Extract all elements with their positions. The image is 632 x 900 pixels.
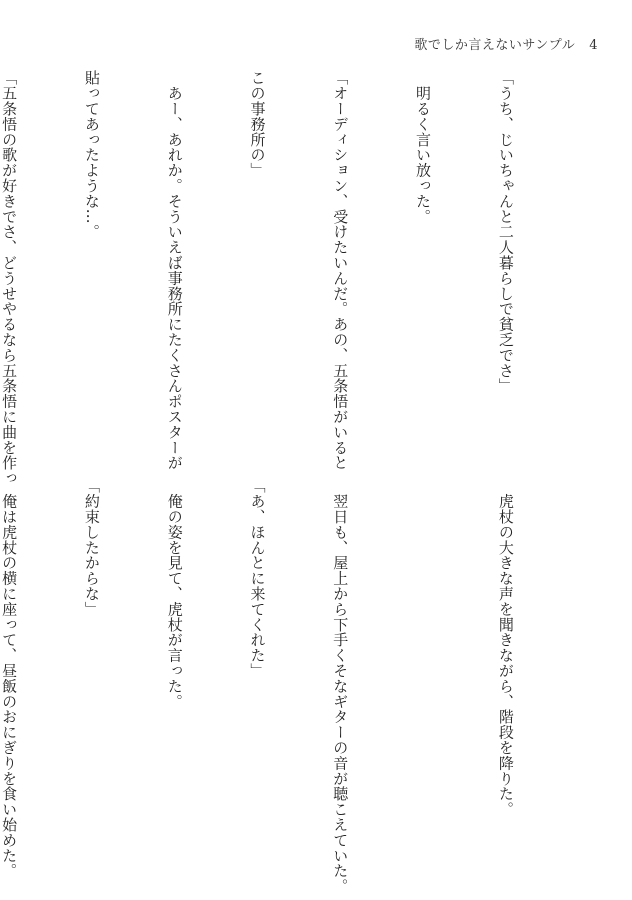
text-line: 「オーディション、受けたいんだ。あの、五条悟がいると <box>331 70 350 471</box>
text-line: 「あ、ほんとに来てくれた」 <box>248 478 267 679</box>
blank-line <box>408 478 436 856</box>
text-line: 貼ってあったような…。 <box>82 70 101 240</box>
text-line: あー、あれか。そういえば事務所にたくさんポスターが <box>165 70 184 471</box>
text-line: 「約束したからな」 <box>82 478 101 617</box>
text-line: 「五条悟の歌が好きでさ、どうせやるなら五条悟に曲を作っ <box>0 70 19 486</box>
page-number: 4 <box>589 38 598 53</box>
chapter-title: 歌でしか言えないサンプル <box>414 38 576 53</box>
text-line: 虎杖の大きな声を聞きながら、階段を降りた。 <box>496 478 515 817</box>
text-line: 明るく言い放った。 <box>414 70 433 224</box>
text-line: 翌日も、屋上から下手くそなギターの音が聴こえていた。 <box>331 478 350 894</box>
text-block-bottom <box>0 478 574 894</box>
text-line: 俺は虎杖の横に座って、昼飯のおにぎりを食い始めた。 <box>0 478 19 879</box>
text-line: 俺の姿を見て、虎杖が言った。 <box>165 478 184 709</box>
text-line: この事務所の」 <box>248 70 267 178</box>
text-line: 「うち、じいちゃんと二人暮らしで貧乏でさ」 <box>496 70 515 394</box>
running-header <box>414 34 598 53</box>
text-block-top <box>0 70 574 486</box>
